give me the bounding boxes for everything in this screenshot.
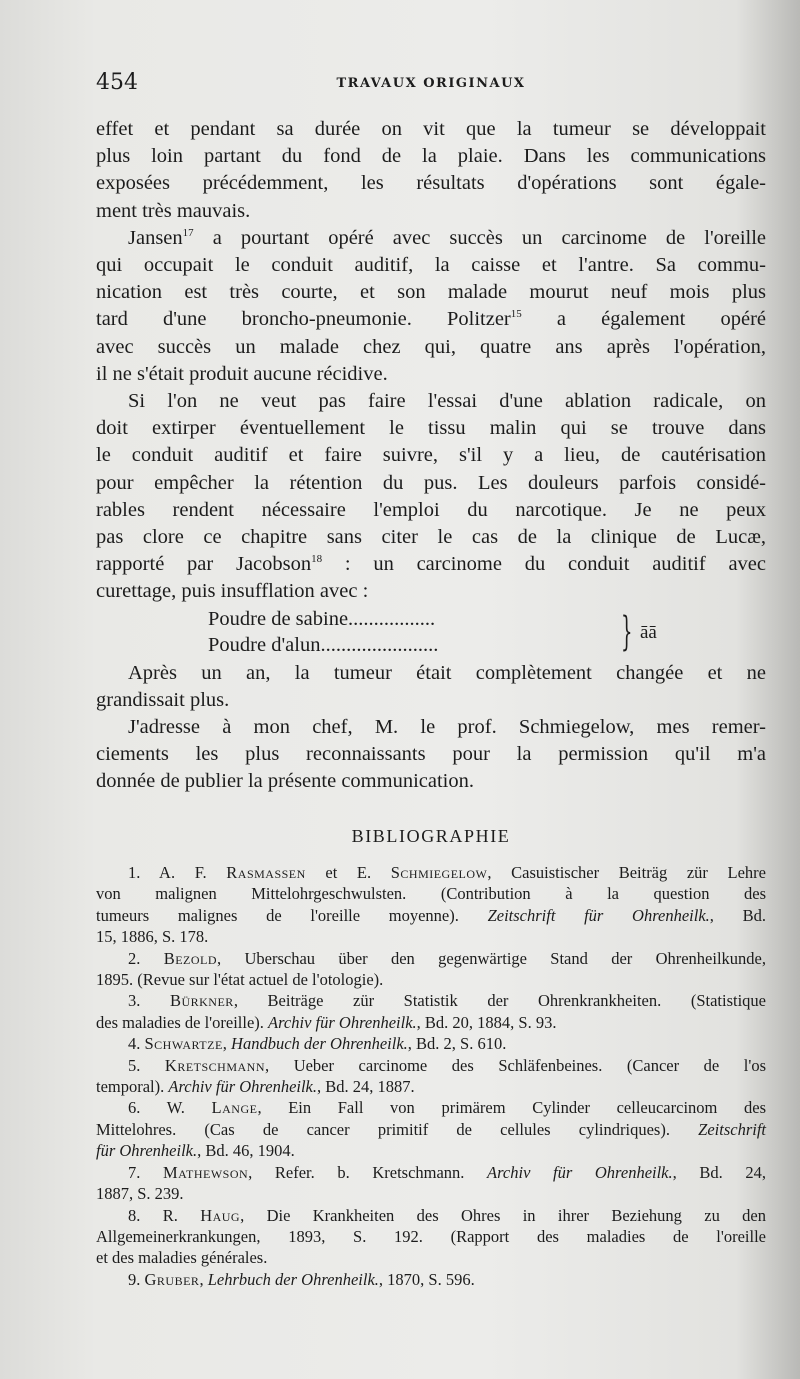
- text-line: nication est très courte, et son malade mourut neuf mois plus: [96, 281, 766, 304]
- text-segment: a également opéré: [521, 308, 766, 331]
- bibliography-list: [96, 862, 766, 1290]
- author-name: Bezold: [163, 948, 218, 968]
- text-segment: temporal).: [96, 1077, 169, 1097]
- text-line: effet et pendant sa durée on vit que la tumeur se développait: [96, 118, 766, 140]
- journal-title: Archiv für Ohrenheilk.: [487, 1162, 673, 1182]
- text-line: exposées précédemment, les résultats d'opérations sont égale-: [96, 172, 766, 195]
- bibliography-entry: [96, 1269, 766, 1290]
- text-line: [96, 1119, 766, 1140]
- text-line: von malignen Mittelohrgeschwulsten. (Contribution à la question des: [96, 884, 766, 904]
- text-segment: tumeurs malignes de l'oreille moyenne).: [96, 905, 488, 925]
- main-text: [96, 116, 766, 796]
- paragraph-3: [96, 388, 766, 606]
- text-line: [96, 1055, 766, 1076]
- text-segment: des maladies de l'oreille).: [96, 1012, 269, 1032]
- author-name: Bürkner: [169, 991, 234, 1011]
- author-name: Schwartze: [144, 1034, 223, 1054]
- author-name: Rasmassen: [226, 863, 306, 882]
- text-line: il ne s'était produit aucune récidive.: [96, 362, 388, 385]
- author-name: Lange: [211, 1098, 258, 1118]
- text-segment: 3.: [128, 991, 170, 1011]
- text-segment: tard d'une broncho-pneumonie. Politzer: [96, 308, 511, 331]
- text-segment: Mittelohres. (Cas de cancer primitif de cellules cylindriques).: [96, 1119, 699, 1139]
- text-line: avec succès un malade chez qui, quatre ans après l'opération,: [96, 335, 766, 358]
- text-line: ment très mauvais.: [96, 199, 251, 222]
- bibliography-entry: [96, 862, 766, 948]
- text-segment: , Ueber carcinome des Schläfenbeines. (Cancer de l'os: [265, 1055, 766, 1075]
- text-segment: , Refer. b. Kretschmann.: [248, 1162, 488, 1182]
- text-segment: ,: [199, 1269, 208, 1289]
- text-line: ciements les plus reconnaissants pour la permission qu'il m'a: [96, 743, 766, 766]
- text-line: curettage, puis insufflation avec :: [96, 580, 369, 603]
- text-line: 1887, S. 239.: [96, 1184, 184, 1204]
- text-line: [96, 1012, 766, 1033]
- text-segment: a pourtant opéré avec succès un carcinome de l'oreille: [193, 226, 766, 249]
- paragraph-1: [96, 116, 766, 225]
- text-line: qui occupait le conduit auditif, la caisse et l'antre. Sa commu-: [96, 254, 766, 277]
- text-line: [96, 862, 766, 883]
- text-segment: , Bd. 24, 1887.: [317, 1077, 415, 1097]
- book-title: Lehrbuch der Ohrenheilk.: [207, 1269, 379, 1289]
- text-segment: , Uberschau über den gegenwärtige Stand der Ohrenheilkunde,: [217, 948, 767, 968]
- author-name: Gruber: [144, 1269, 200, 1289]
- footnote-ref: 17: [182, 226, 194, 239]
- text-line: [96, 1162, 766, 1183]
- text-segment: 6. W.: [128, 1098, 212, 1118]
- text-line: Après un an, la tumeur était complètement changée et ne: [128, 661, 766, 684]
- prescription-item: Poudre d'alun.......................: [208, 633, 439, 656]
- footnote-ref: 15: [510, 308, 522, 321]
- prescription-item: Poudre de sabine.................: [208, 607, 436, 630]
- bibliography-entry: [96, 1162, 766, 1205]
- text-segment: , 1870, S. 596.: [378, 1269, 475, 1289]
- journal-title: Zeitschrift: [698, 1119, 766, 1139]
- bibliography-entry: [96, 1205, 766, 1269]
- text-line: Si l'on ne veut pas faire l'essai d'une ablation radicale, on: [128, 390, 766, 413]
- text-line: plus loin partant du fond de la plaie. Dans les communications: [96, 145, 766, 168]
- text-line: pas clore ce chapitre sans citer le cas de la clinique de Lucæ,: [96, 526, 766, 549]
- bibliography-entry: [96, 1055, 766, 1098]
- prescription: [96, 606, 766, 660]
- text-line: [96, 990, 766, 1011]
- text-segment: , Ein Fall von primärem Cylinder celleucarcinom des: [257, 1098, 766, 1118]
- text-line: [96, 1076, 766, 1097]
- footnote-ref: 18: [311, 553, 323, 566]
- page-header: [96, 70, 766, 100]
- bibliography-title: BIBLIOGRAPHIE: [351, 826, 511, 846]
- text-segment: 7.: [128, 1162, 163, 1182]
- text-segment: , Bd. 20, 1884, S. 93.: [416, 1012, 557, 1032]
- text-segment: 2.: [128, 948, 164, 968]
- text-segment: ,: [222, 1034, 232, 1054]
- prescription-quantity: āā: [640, 621, 657, 643]
- text-segment: , Bd. 24,: [672, 1162, 766, 1182]
- text-segment: , Beiträge zür Statistik der Ohrenkrankheiten. (Statistique: [233, 991, 766, 1011]
- text-segment: , Die Krankheiten des Ohres in ihrer Beziehung zu den: [240, 1205, 766, 1225]
- author-name: Haug: [200, 1205, 241, 1225]
- text-segment: 8. R.: [128, 1205, 201, 1225]
- bibliography-entry: [96, 1033, 766, 1054]
- text-line: 1895. (Revue sur l'état actuel de l'otologie).: [96, 970, 384, 990]
- author-name: Mathewson: [162, 1162, 249, 1182]
- author-name: Jansen: [128, 226, 183, 249]
- text-segment: , Casuistischer Beiträg zür Lehre: [487, 863, 766, 882]
- text-line: J'adresse à mon chef, M. le prof. Schmiegelow, mes remer-: [128, 716, 766, 739]
- author-name: Schmiegelow: [390, 863, 488, 882]
- author-name: Kretschmann: [164, 1055, 266, 1075]
- text-segment: , Bd. 46, 1904.: [197, 1141, 295, 1161]
- text-segment: et E.: [305, 863, 391, 882]
- text-segment: 9.: [128, 1269, 145, 1289]
- text-line: [96, 1205, 766, 1226]
- journal-title: für Ohrenheilk.: [96, 1141, 198, 1161]
- paragraph-2: [96, 225, 766, 388]
- text-line: rables rendent nécessaire l'emploi du narcotique. Je ne peux: [96, 498, 766, 521]
- bibliography-entry: [96, 990, 766, 1033]
- journal-title: Zeitschrift für Ohrenheilk.: [487, 905, 710, 925]
- text-line: [96, 1033, 766, 1054]
- text-line: [96, 1097, 766, 1118]
- text-line: pour empêcher la rétention du pus. Les douleurs parfois considé-: [96, 471, 766, 494]
- paragraph-5: [96, 714, 766, 796]
- bibliography-entry: [96, 1097, 766, 1161]
- text-line: [96, 551, 766, 578]
- text-line: [96, 1140, 766, 1161]
- text-line: 15, 1886, S. 178.: [96, 927, 209, 947]
- text-line: [96, 905, 766, 926]
- running-head: TRAVAUX ORIGINAUX: [336, 76, 526, 91]
- text-line: grandissait plus.: [96, 688, 230, 711]
- text-line: donnée de publier la présente communication.: [96, 770, 474, 793]
- paragraph-4: [96, 660, 766, 714]
- text-line: doit extirper éventuellement le tissu malin qui se trouve dans: [96, 417, 766, 440]
- text-segment: : un carcinome du conduit auditif avec: [322, 553, 766, 576]
- right-brace-icon: }: [620, 608, 633, 655]
- text-line: Allgemeinerkrankungen, 1893, S. 192. (Rapport des maladies de l'oreille: [96, 1226, 766, 1246]
- journal-title: Archiv für Ohrenheilk.: [268, 1012, 417, 1032]
- journal-title: Archiv für Ohrenheilk.: [168, 1077, 318, 1097]
- text-segment: 4.: [128, 1034, 145, 1054]
- text-line: [96, 1269, 766, 1290]
- text-segment: 1. A. F.: [128, 863, 227, 882]
- text-segment: 5.: [128, 1055, 165, 1075]
- text-segment: , Bd. 2, S. 610.: [407, 1034, 507, 1054]
- page-number: 454: [96, 70, 138, 95]
- text-line: [96, 948, 766, 969]
- text-segment: , Bd.: [709, 905, 766, 925]
- text-line: le conduit auditif et faire suivre, s'il y a lieu, de cautérisation: [96, 444, 766, 467]
- text-line: [96, 306, 766, 333]
- text-line: [96, 225, 766, 252]
- text-line: et des maladies générales.: [96, 1248, 268, 1268]
- text-segment: rapporté par Jacobson: [96, 553, 312, 576]
- book-title: Handbuch der Ohrenheilk.: [231, 1034, 408, 1054]
- bibliography-entry: [96, 948, 766, 991]
